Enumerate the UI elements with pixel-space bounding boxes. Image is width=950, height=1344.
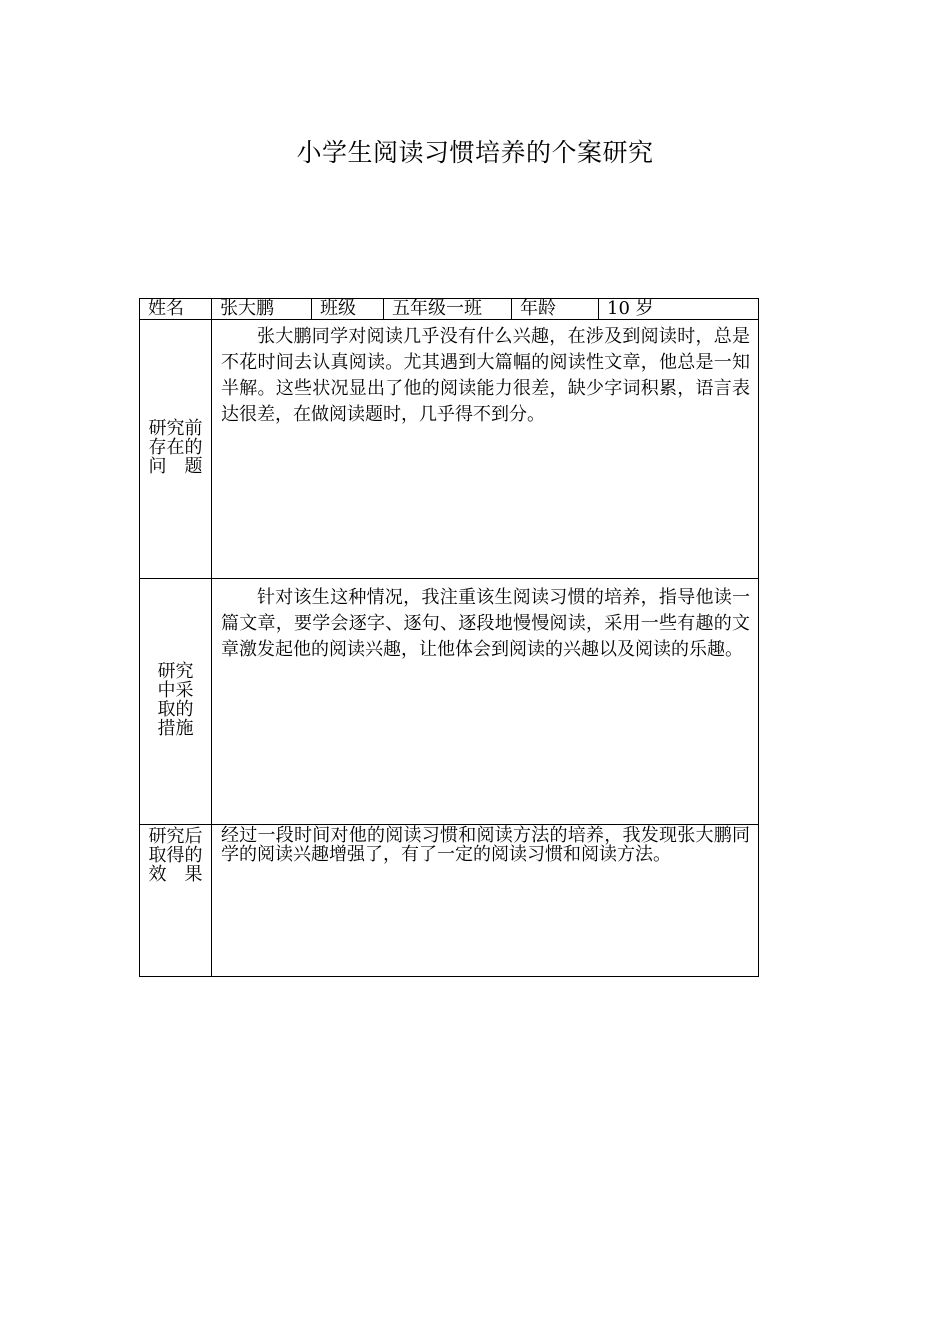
age-value: 10 岁 xyxy=(599,299,759,320)
section-row-measures xyxy=(140,579,759,825)
section-row-results xyxy=(140,825,759,977)
section-content-cell xyxy=(212,579,759,825)
age-label: 年龄 xyxy=(512,299,599,320)
class-value: 五年级一班 xyxy=(384,299,512,320)
section-content-cell xyxy=(212,825,759,977)
section-content-results: 经过一段时间对他的阅读习惯和阅读方法的培养，我发现张大鹏同学的阅读兴趣增强了，有了一定的阅读习惯和阅读方法。 xyxy=(221,825,750,865)
section-label-cell xyxy=(140,320,212,579)
section-content-measures: 针对该生这种情况，我注重该生阅读习惯的培养，指导他读一篇文章，要学会逐字、逐句、逐段地慢慢阅读，采用一些有趣的文章激发起他的阅读兴趣，让他体会到阅读的兴趣以及阅读的乐趣。 xyxy=(221,587,750,660)
section-label-cell xyxy=(140,579,212,825)
page-title: 小学生阅读习惯培养的个案研究 xyxy=(296,138,654,167)
section-label-results: 研究后取得的效果 xyxy=(148,826,203,885)
name-label: 姓名 xyxy=(140,299,212,320)
section-row-problems xyxy=(140,320,759,579)
section-label-measures: 研究中采取的措施 xyxy=(157,660,194,739)
section-label-cell xyxy=(140,825,212,977)
student-info-row xyxy=(140,299,759,320)
case-study-table xyxy=(139,298,759,977)
section-content-cell xyxy=(212,320,759,579)
section-label-problems: 研究前存在的问题 xyxy=(148,417,203,477)
class-label: 班级 xyxy=(312,299,384,320)
section-content-problems: 张大鹏同学对阅读几乎没有什么兴趣，在涉及到阅读时，总是不花时间去认真阅读。尤其遇到大篇幅的阅读性文章，他总是一知半解。这些状况显出了他的阅读能力很差，缺少字词积累，语言表达很差，在做阅读题时，几乎得不到分。 xyxy=(221,326,750,425)
name-value: 张大鹏 xyxy=(212,299,312,320)
